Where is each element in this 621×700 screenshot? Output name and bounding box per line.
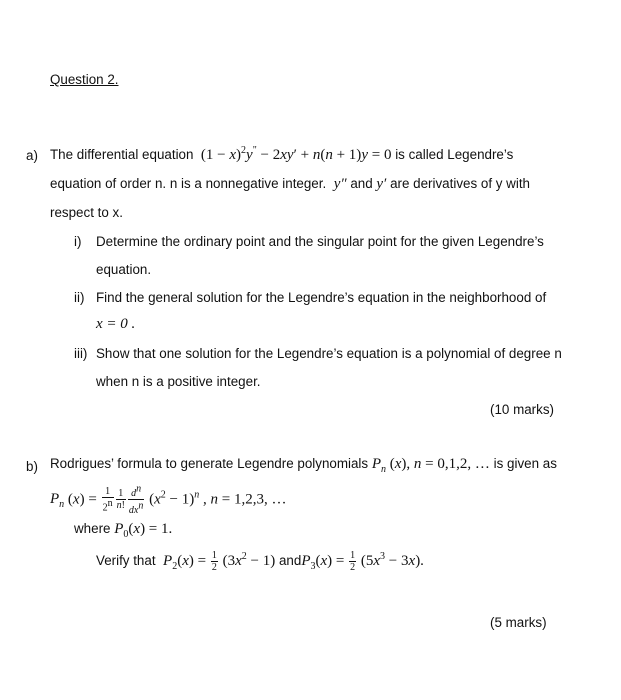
verify-text: Verify that — [96, 552, 156, 568]
p0-definition: $P_0(x) = 1$. — [114, 521, 173, 540]
part-a-line2: equation of order n. n is a nonnegative integer. y″ and y′ are derivatives of y with — [50, 176, 530, 192]
and-text: and — [278, 552, 302, 568]
item-iii-line1: Show that one solution for the Legendre’s equation is a polynomial of degree n — [96, 346, 562, 361]
part-a-line2-text: equation of order n. n is a nonnegative integer. — [50, 176, 327, 191]
p2-formula: $P_2(x)$ = $\frac{1}{2}$ $(3x^2 - 1)$ — [163, 550, 276, 573]
item-i-line1: Determine the ordinary point and the singular point for the given Legendre’s — [96, 234, 544, 249]
rodrigues-formula: $P_n$ (x) = $\frac{1}{2^n}$ $\frac{1}{n!}$ $\frac{d^n}{dx^n}$ $(x^2 - 1)^n$ , n = 1,2,3, … — [50, 484, 287, 516]
part-b-label: b) — [26, 459, 38, 474]
part-a-intro-text: is called Legendre’s — [395, 147, 514, 162]
item-ii-label: ii) — [74, 290, 85, 305]
where-text: where — [74, 521, 111, 536]
verify-line — [96, 550, 424, 573]
part-a-label: a) — [26, 148, 38, 163]
part-b-marks: (5 marks) — [490, 615, 547, 630]
legendre-equation: $(1 - x)^2y^" - 2xy' + n(n + 1)y = 0$ — [200, 145, 392, 163]
part-a-marks: (10 marks) — [490, 402, 554, 417]
item-iii-label: iii) — [74, 346, 88, 361]
where-line — [74, 521, 172, 540]
part-b-intro-text: Rodrigues’ formula to generate Legendre polynomials — [50, 456, 369, 471]
item-iii-line2: when n is a positive integer. — [96, 374, 261, 389]
derivative-symbols: y″ — [329, 176, 347, 192]
part-a-lead: The differential equation — [50, 147, 198, 162]
part-a-line2-tail: are derivatives of y with — [390, 176, 530, 191]
item-ii-line2: x = 0 . — [96, 316, 136, 332]
item-i-line2: equation. — [96, 262, 152, 277]
item-i-label: i) — [74, 234, 82, 249]
question-title: Question 2. — [50, 72, 119, 87]
p3-formula: $P_3(x)$ = $\frac{1}{2}$ $(5x^3 - 3x)$. — [301, 550, 424, 573]
part-a-line3: respect to x. — [50, 205, 123, 220]
pn-expression: $P_n$ (x), n = 0,1,2, … — [371, 456, 490, 475]
part-b-intro-tail: is given as — [493, 456, 557, 471]
item-ii-line1: Find the general solution for the Legendre’s equation in the neighborhood of — [96, 290, 547, 305]
part-a-line1 — [50, 145, 513, 164]
part-b-line1 — [50, 456, 557, 475]
derivative-symbol-2: y′ — [376, 176, 387, 192]
